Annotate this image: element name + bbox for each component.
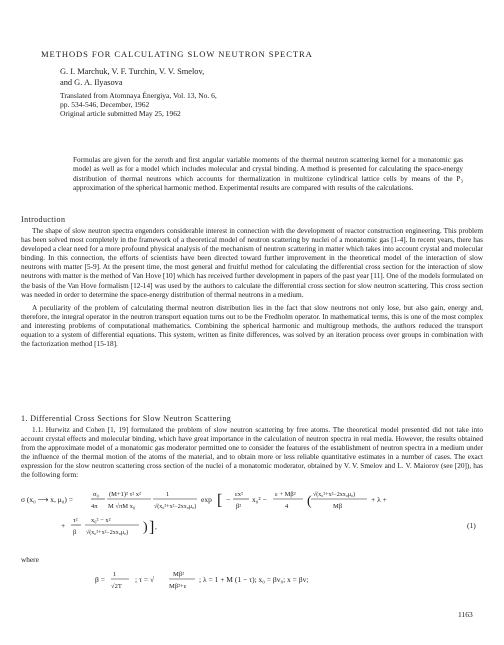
svg-text:+: + [61,521,66,530]
equation-1 [21,481,483,539]
svg-text:; τ = √: ; τ = √ [135,575,155,584]
svg-text:εx²: εx² [235,491,243,498]
svg-text:4π: 4π [91,503,98,510]
section-1-heading: 1. Differential Cross Sections for Slow Neutron Scattering [21,414,232,423]
svg-text:+ λ +: + λ + [371,495,387,504]
svg-text:√(x₀²+x²−2xx₀μ₀): √(x₀²+x²−2xx₀μ₀) [86,530,129,536]
svg-text:√(x₀²+x²−2xx₀μ₀): √(x₀²+x²−2xx₀μ₀) [154,504,197,510]
paper-title: METHODS FOR CALCULATING SLOW NEUTRON SPECTRA [41,49,313,59]
svg-text:,: , [155,522,157,531]
section-1-paragraph-1: 1.1. Hurwitz and Cohen [1, 19] formulated the problem of slow neutron scattering by free atoms. The theoretical model presented did not take into account crystal effects and molecular binding, which have great importance in the calculation of neutron spectra in real media. However, the results obtained from the approximate model of a monatomic gas moderator permitted one to consider the features of the establishment of neutron spectra in a medium under the influence of the thermal motion of the atoms of the material, and to obtain more or less reliable quantitative estimates in a number of cases. The exact expression for the slow neutron scattering cross section of the nuclei of a monatomic moderator, obtained by V. V. Smelov and L. V. Maiorov (see [20]), has the following form: [21,425,483,480]
svg-text:β =: β = [95,575,105,584]
abstract: Formulas are given for the zeroth and first angular variable moments of the thermal neutron scattering kernel for a monatomic gas model as well as for a model which includes molecular and crystal binding. A method is presented for calculating the space-energy distribution of thermal neutrons which accounts for thermalization in multizone cylindrical lattice cells by means of the P₃ approximation of the spherical harmonic method. Experimental results are compared with results of the calculations. [73,155,463,192]
svg-text:Mβ: Mβ [333,503,343,510]
svg-text:[: [ [217,492,223,509]
svg-text:Mβ²+ε: Mβ²+ε [169,583,187,590]
svg-text:τ²: τ² [73,517,78,524]
where-label: where [21,555,39,564]
introduction-body [21,226,483,352]
section-1-body [21,425,483,484]
submission-date: Original article submitted May 25, 1962 [60,109,181,119]
svg-text:σ (x₀ ⟶ x, μ₀) =: σ (x₀ ⟶ x, μ₀) = [21,495,74,504]
equation-1-graphic [21,481,483,539]
equation-1-number: (1) [467,521,476,530]
svg-text:Mβ²: Mβ² [173,571,185,578]
svg-text:β: β [73,529,77,536]
svg-text:σ₀: σ₀ [93,491,99,498]
svg-text:β²: β² [236,503,242,510]
page-number: 1163 [458,610,473,619]
equation-definitions [95,565,475,595]
authors-line-2: and G. A. Ilyasova [60,78,123,87]
authors-line-1: G. I. Marchuk, V. F. Turchin, V. V. Smelov, [60,67,205,76]
svg-text:(M+1)² τ² x²: (M+1)² τ² x² [109,491,141,498]
svg-text:; λ = 1 + M (1 − τ); x₀ =: ; λ = 1 + M (1 − τ); x₀ = βv₀; x = βv; [199,575,309,584]
svg-text:√(x₀²+x²−2xx₀μ₀): √(x₀²+x²−2xx₀μ₀) [313,492,356,498]
svg-text:−: − [226,495,231,504]
svg-text:ε + Mβ²: ε + Mβ² [275,491,296,498]
pages-date: pp. 534-546, December, 1962 [60,100,150,110]
svg-text:1: 1 [113,571,117,578]
svg-text:(: ( [307,494,312,509]
equation-definitions-graphic [95,565,475,595]
svg-text:M √πM x₀: M √πM x₀ [108,503,136,510]
intro-paragraph-2: A peculiarity of the problem of calculating thermal neutron distribution lies in the fact that slow neutrons not only lose, but also gain, energy and, therefore, the integral operator in the neutron transport equation turns out to be the Fredholm operator. In mathematical terms, this is one of the most complex and interesting problems of computational mathematics. Combining the spherical harmonic and multigroup methods, the authors reduced the transport equation to a system of differential equations. This system, written as finite differences, was solved by an iteration process over groups in combination with the factorization method [15-18]. [21,302,483,349]
intro-paragraph-1: The shape of slow neutron spectra engenders considerable interest in connection with the development of reactor construction engineering. This problem has been solved most completely in the framework of a theoretical model of neutron scattering by nuclei of a monatomic gas [1-4]. In recent years, there has developed a clear need for a more profound physical analysis of the mechanism of neutron scattering in matter which takes into account crystal and molecular binding. In this connection, the efforts of scientists have been directed toward further improvement in the theoretical model of the interaction of slow neutrons with matter [5-9]. At the present time, the most general and fruitful method for calculating the differential cross section for the interaction of slow neutrons with matter is the method of Van Hove [10] which has received further development in papers of the past year [11]. One of the models formulated on the basis of the Van Hove formalism [12-14] was used by the authors to calculate the differential cross section for slow neutron scattering. This cross section was needed in order to determine the space-energy distribution of thermal neutrons in a medium. [21,226,483,299]
svg-text:√2T: √2T [111,583,122,590]
publication-info [60,91,390,119]
introduction-heading: Introduction [21,215,66,224]
svg-text:1: 1 [166,491,170,498]
translation-note: Translated from Atomnaya Énergiya, Vol. 13, No. 6, [60,91,217,100]
svg-text:4: 4 [285,503,289,510]
svg-text:exp: exp [201,495,212,504]
svg-text:x₀² − x²: x₀² − x² [91,517,111,524]
svg-text:]: ] [149,519,155,536]
authors [60,66,380,88]
svg-text:): ) [143,520,148,535]
svg-text:x₀² −: x₀² − [252,495,267,504]
